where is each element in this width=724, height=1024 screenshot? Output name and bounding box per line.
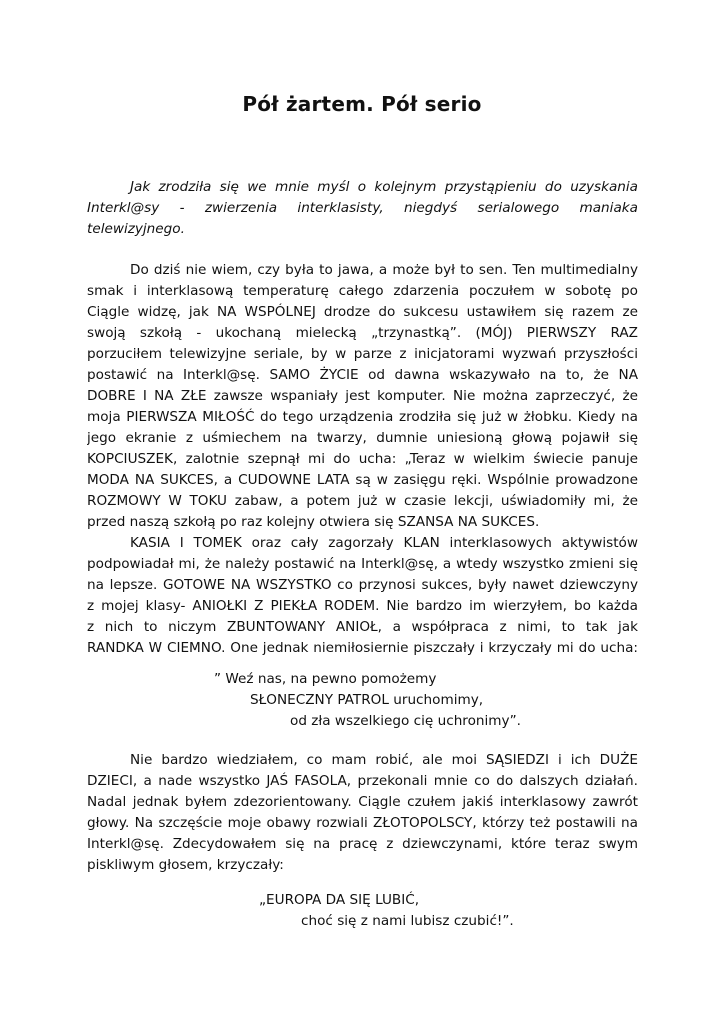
text-line: Interkl@sę. Zdecydowałem się na pracę z dziewczynami, które teraz swym — [87, 836, 638, 852]
text-line: Nie bardzo wiedziałem, co mam robić, ale moi SĄSIEDZI i ich DUŻE — [130, 752, 638, 768]
paragraph-3 — [87, 750, 638, 876]
text-line: Ciągle widzę, jak NA WSPÓLNEJ drodze do sukcesu ustawiłem się razem ze — [87, 304, 638, 320]
quote-poem-2 — [259, 890, 514, 932]
paragraph-1 — [87, 260, 638, 533]
poem-line: „EUROPA DA SIĘ LUBIĆ, — [259, 892, 420, 908]
text-line: KASIA I TOMEK oraz cały zagorzały KLAN interklasowych aktywistów — [130, 535, 638, 551]
poem-line: ” Weź nas, na pewno pomożemy — [214, 671, 437, 687]
quote-poem-1 — [214, 669, 521, 732]
text-line: Do dziś nie wiem, czy była to jawa, a może był to sen. Ten multimedialny — [130, 262, 638, 278]
text-line: na lepsze. GOTOWE NA WSZYSTKO co przynosi sukces, były nawet dziewczyny — [87, 577, 638, 593]
text-line: telewizyjnego. — [87, 221, 185, 237]
text-line: smak i interklasową temperaturę całego zdarzenia poczułem w sobotę po — [87, 283, 638, 299]
poem-line: od zła wszelkiego cię uchronimy”. — [290, 713, 521, 729]
text-line: postawić na Interkl@sę. SAMO ŻYCIE od dawna wskazywało na to, że NA — [87, 367, 638, 383]
text-line: z mojej klasy- ANIOŁKI Z PIEKŁA RODEM. Nie bardzo im wierzyłem, bo każda — [87, 598, 638, 614]
text-line: głowy. Na szczęście moje obawy rozwiali ZŁOTOPOLSCY, którzy też postawili na — [87, 815, 638, 831]
text-line: jego ekranie z uśmiechem na twarzy, dumnie uniesioną głową pojawił się — [87, 430, 638, 446]
text-line: porzuciłem telewizyjne seriale, by w parze z inicjatorami wyzwań przyszłości — [87, 346, 638, 362]
text-line: Jak zrodziła się we mnie myśl o kolejnym przystąpieniu do uzyskania — [130, 179, 638, 195]
poem-line: choć się z nami lubisz czubić!”. — [301, 913, 514, 929]
text-line: podpowiadał mi, że należy postawić na Interkl@sę, a wtedy wszystko zmieni się — [87, 556, 638, 572]
intro-paragraph — [87, 177, 638, 240]
text-line: Interkl@sy - zwierzenia interklasisty, niegdyś serialowego maniaka — [87, 200, 638, 216]
text-line: DZIECI, a nade wszystko JAŚ FASOLA, przekonali mnie co do dalszych działań. — [87, 773, 638, 789]
text-line: RANDKA W CIEMNO. One jednak niemiłosiernie piszczały i krzyczały mi do ucha: — [87, 640, 638, 656]
text-line: DOBRE I NA ZŁE zawsze wspaniały jest komputer. Nie można zaprzeczyć, że — [87, 388, 638, 404]
poem-line: SŁONECZNY PATROL uruchomimy, — [250, 692, 484, 708]
text-line: piskliwym głosem, krzyczały: — [87, 857, 284, 873]
text-line: swoją szkołą - ukochaną mielecką „trzynastką”. (MÓJ) PIERWSZY RAZ — [87, 325, 638, 341]
text-line: przed naszą szkołą po raz kolejny otwiera się SZANSA NA SUKCES. — [87, 514, 540, 530]
text-line: z nich to niczym ZBUNTOWANY ANIOŁ, a współpraca z nimi, to tak jak — [87, 619, 638, 635]
text-line: moja PIERWSZA MIŁOŚĆ do tego urządzenia zrodziła się już w żłobku. Kiedy na — [87, 409, 638, 425]
page-title: Pół żartem. Pół serio — [242, 92, 482, 116]
text-line: Nadal jednak byłem zdezorientowany. Ciągle czułem jakiś interklasowy zawrót — [87, 794, 638, 810]
text-line: ROZMOWY W TOKU zabaw, a potem już w czasie lekcji, uświadomiły mi, że — [87, 493, 638, 509]
text-line: MODA NA SUKCES, a CUDOWNE LATA są w zasięgu ręki. Wspólnie prowadzone — [87, 472, 638, 488]
text-line: KOPCIUSZEK, zalotnie szepnął mi do ucha: „Teraz w wielkim świecie panuje — [87, 451, 638, 467]
paragraph-2 — [87, 533, 638, 659]
